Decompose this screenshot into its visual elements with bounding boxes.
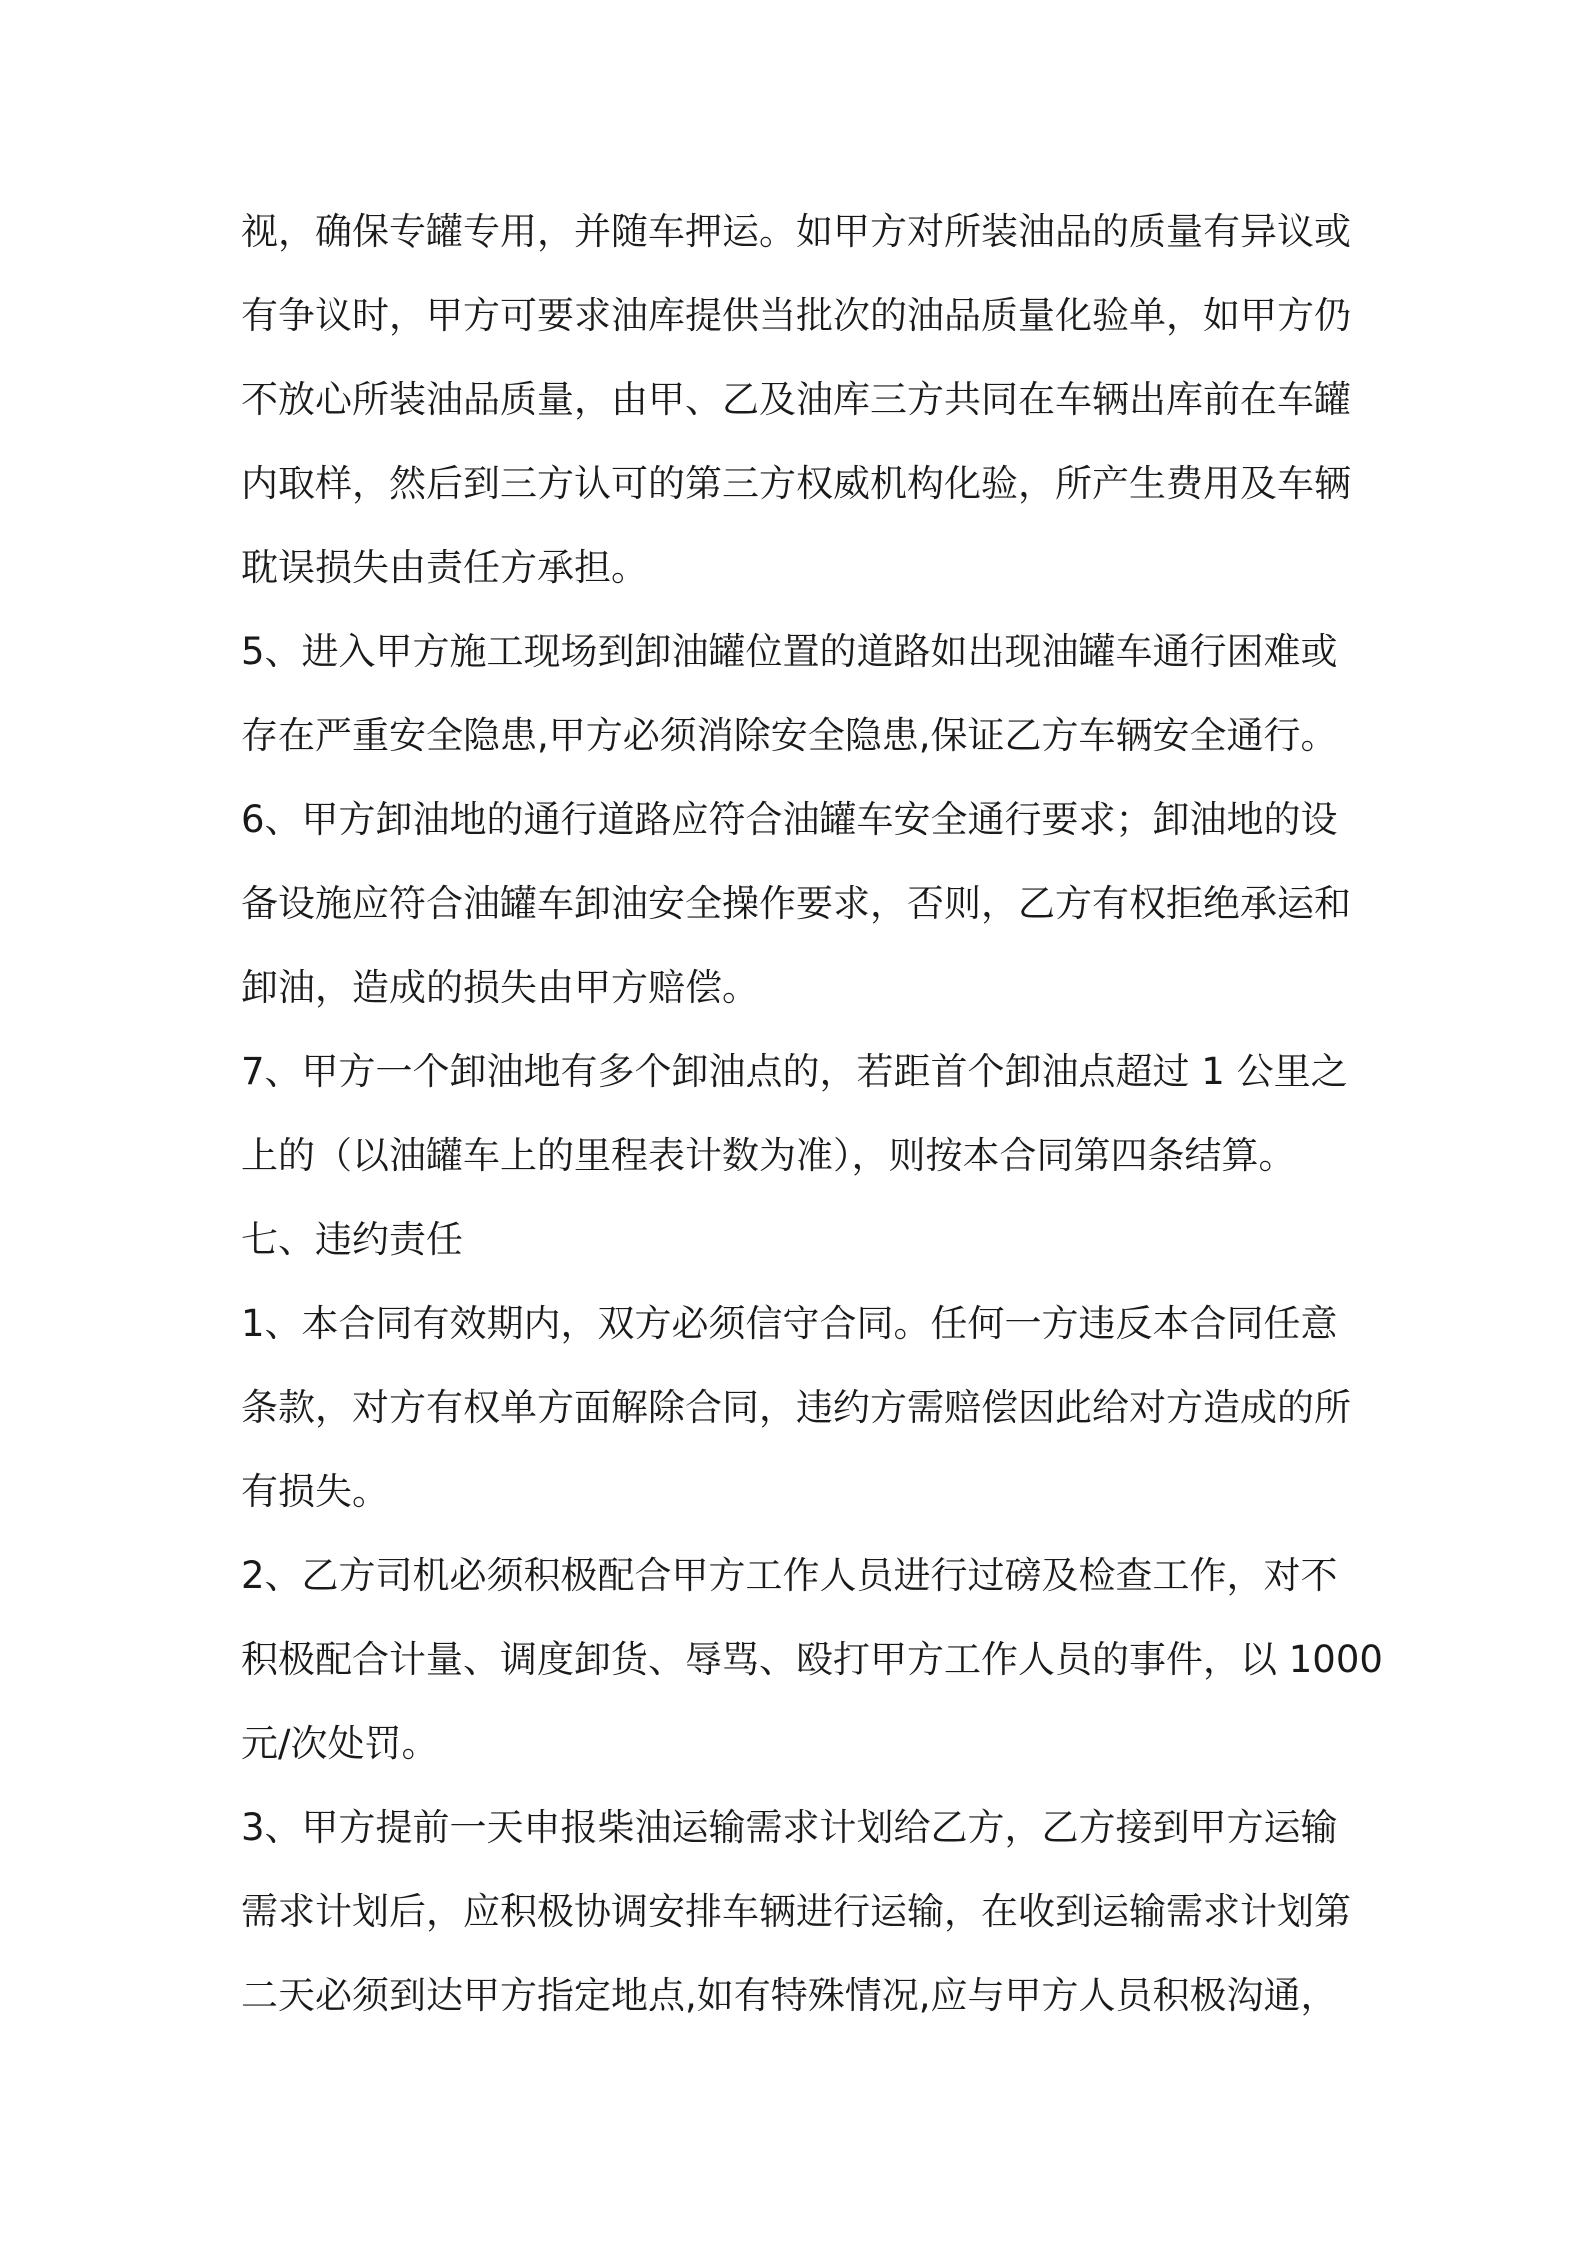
text-line: 2、乙方司机必须积极配合甲方工作人员进行过磅及检查工作，对不 xyxy=(241,1554,1338,1597)
text-line: 7、甲方一个卸油地有多个卸油点的，若距首个卸油点超过 1 公里之 xyxy=(241,1050,1348,1093)
text-line: 1、本合同有效期内，双方必须信守合同。任何一方违反本合同任意 xyxy=(241,1302,1338,1345)
text-line: 视，确保专罐专用，并随车押运。如甲方对所装油品的质量有异议或 xyxy=(241,210,1351,253)
text-line: 条款，对方有权单方面解除合同，违约方需赔偿因此给对方造成的所 xyxy=(241,1386,1351,1429)
text-line: 有争议时，甲方可要求油库提供当批次的油品质量化验单，如甲方仍 xyxy=(241,294,1351,337)
text-line: 不放心所装油品质量，由甲、乙及油库三方共同在车辆出库前在车罐 xyxy=(241,378,1351,421)
text-line: 内取样，然后到三方认可的第三方权威机构化验，所产生费用及车辆 xyxy=(241,462,1351,505)
text-line: 5、进入甲方施工现场到卸油罐位置的道路如出现油罐车通行困难或 xyxy=(241,630,1338,673)
text-line: 备设施应符合油罐车卸油安全操作要求，否则，乙方有权拒绝承运和 xyxy=(241,882,1351,925)
text-line: 6、甲方卸油地的通行道路应符合油罐车安全通行要求；卸油地的设 xyxy=(241,798,1338,841)
text-line: 存在严重安全隐患,甲方必须消除安全隐患,保证乙方车辆安全通行。 xyxy=(241,714,1338,757)
text-line: 耽误损失由责任方承担。 xyxy=(241,546,648,589)
text-line: 上的（以油罐车上的里程表计数为准），则按本合同第四条结算。 xyxy=(241,1134,1296,1177)
text-line: 有损失。 xyxy=(241,1470,389,1513)
text-line: 积极配合计量、调度卸货、辱骂、殴打甲方工作人员的事件，以 1000 xyxy=(241,1638,1383,1681)
text-line: 需求计划后，应积极协调安排车辆进行运输，在收到运输需求计划第 xyxy=(241,1890,1351,1933)
text-line: 元/次处罚。 xyxy=(241,1722,439,1765)
text-line: 二天必须到达甲方指定地点,如有特殊情况,应与甲方人员积极沟通， xyxy=(241,1974,1338,2017)
text-line: 卸油，造成的损失由甲方赔偿。 xyxy=(241,966,759,1009)
document-body xyxy=(241,190,1383,2038)
section-heading: 七、违约责任 xyxy=(241,1218,463,1261)
text-line: 3、甲方提前一天申报柴油运输需求计划给乙方，乙方接到甲方运输 xyxy=(241,1806,1338,1849)
